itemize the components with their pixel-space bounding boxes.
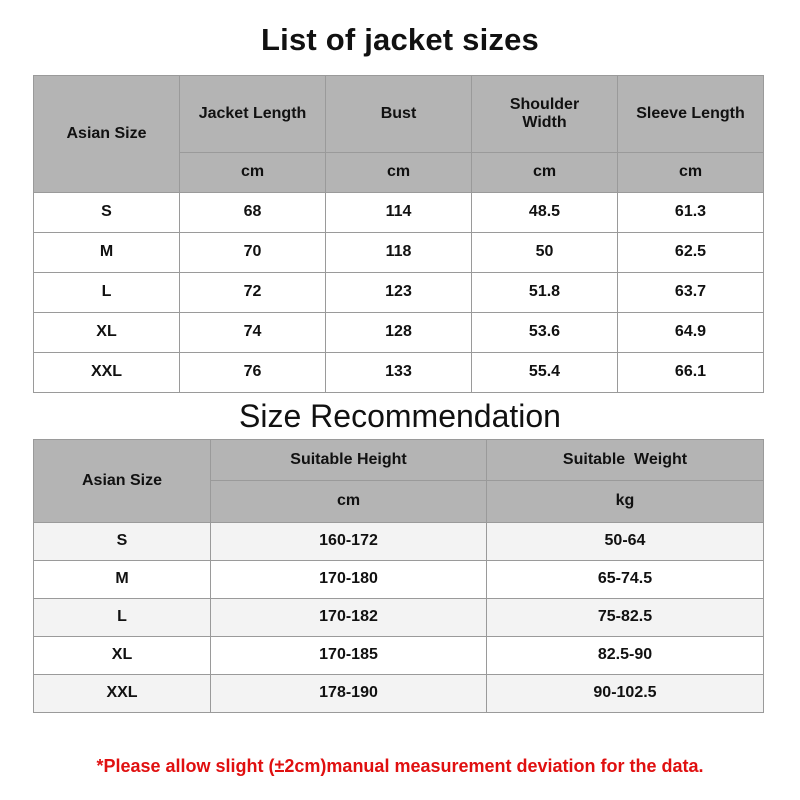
size-cell: XXL [34, 675, 211, 713]
size-column-header: Asian Size [34, 440, 211, 523]
value-cell: 61.3 [618, 193, 764, 233]
size-cell: S [34, 523, 211, 561]
value-cell: 90-102.5 [487, 675, 764, 713]
unit-cell: cm [326, 153, 472, 193]
unit-cell: cm [180, 153, 326, 193]
recommendation-title: Size Recommendation [239, 398, 561, 434]
value-cell: 128 [326, 313, 472, 353]
column-header-jacket-length: Jacket Length [180, 76, 326, 153]
value-cell: 75-82.5 [487, 599, 764, 637]
value-cell: 50-64 [487, 523, 764, 561]
size-cell: XL [34, 313, 180, 353]
value-cell: 53.6 [472, 313, 618, 353]
column-header-suitable-height: Suitable Height [211, 440, 487, 481]
column-header-sleeve-length: Sleeve Length [618, 76, 764, 153]
value-cell: 170-180 [211, 561, 487, 599]
table-row [34, 193, 764, 233]
column-header-suitable-weight: Suitable Weight [487, 440, 764, 481]
size-cell: M [34, 561, 211, 599]
value-cell: 76 [180, 353, 326, 393]
value-cell: 65-74.5 [487, 561, 764, 599]
size-table-title: List of jacket sizes [261, 22, 539, 57]
value-cell: 63.7 [618, 273, 764, 313]
value-cell: 114 [326, 193, 472, 233]
value-cell: 64.9 [618, 313, 764, 353]
value-cell: 74 [180, 313, 326, 353]
table-row [34, 599, 764, 637]
value-cell: 170-185 [211, 637, 487, 675]
jacket-size-table [33, 75, 764, 393]
size-cell: XXL [34, 353, 180, 393]
value-cell: 55.4 [472, 353, 618, 393]
value-cell: 123 [326, 273, 472, 313]
value-cell: 133 [326, 353, 472, 393]
size-cell: XL [34, 637, 211, 675]
value-cell: 50 [472, 233, 618, 273]
measurement-footnote: *Please allow slight (±2cm)manual measurement deviation for the data. [96, 756, 704, 776]
value-cell: 62.5 [618, 233, 764, 273]
unit-cell: cm [618, 153, 764, 193]
unit-cell: cm [211, 481, 487, 523]
value-cell: 68 [180, 193, 326, 233]
value-cell: 72 [180, 273, 326, 313]
value-cell: 48.5 [472, 193, 618, 233]
table-row [34, 233, 764, 273]
size-recommendation-table [33, 439, 764, 713]
table-row [34, 675, 764, 713]
value-cell: 170-182 [211, 599, 487, 637]
size-cell: L [34, 599, 211, 637]
value-cell: 66.1 [618, 353, 764, 393]
unit-cell: kg [487, 481, 764, 523]
column-header-bust: Bust [326, 76, 472, 153]
value-cell: 160-172 [211, 523, 487, 561]
unit-cell: cm [472, 153, 618, 193]
table-row [34, 523, 764, 561]
value-cell: 70 [180, 233, 326, 273]
size-column-header: Asian Size [34, 76, 180, 193]
column-header-shoulder-width: Shoulder Width [472, 76, 618, 153]
table-row [34, 353, 764, 393]
table-row [34, 273, 764, 313]
size-cell: M [34, 233, 180, 273]
table-row [34, 313, 764, 353]
size-cell: S [34, 193, 180, 233]
value-cell: 51.8 [472, 273, 618, 313]
table-row [34, 561, 764, 599]
value-cell: 82.5-90 [487, 637, 764, 675]
value-cell: 178-190 [211, 675, 487, 713]
size-cell: L [34, 273, 180, 313]
value-cell: 118 [326, 233, 472, 273]
table-row [34, 637, 764, 675]
